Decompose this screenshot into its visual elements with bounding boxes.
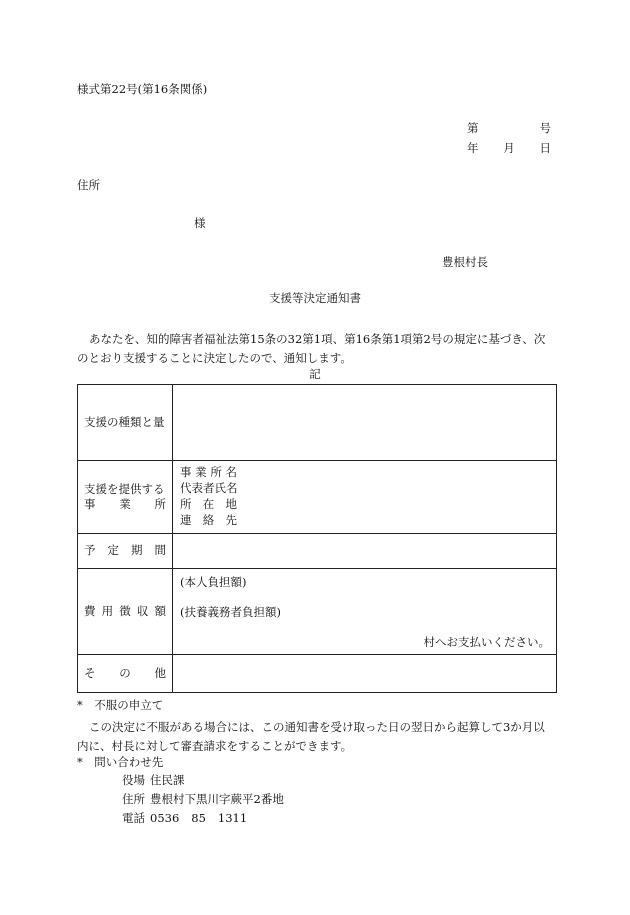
field-char: 地 <box>225 497 237 512</box>
table-row <box>78 655 557 693</box>
contact-phone-key: 電話 <box>122 811 145 825</box>
period-value-cell <box>173 534 557 569</box>
label-char: 定 <box>107 543 119 558</box>
date-year: 年 <box>467 141 479 155</box>
label-char: 用 <box>101 603 114 618</box>
fee-label-cell <box>78 569 173 655</box>
other-label-cell <box>78 655 173 693</box>
label-char: の <box>119 665 131 680</box>
objection-note-title: * 不服の申立て <box>77 698 164 712</box>
notice-body: あなたを、知的障害者福祉法第15条の32第1項、第16条第1項第2号の規定に基づき、次のとおり支援することに決定したので、通知します。 <box>77 332 546 365</box>
field-char: 先 <box>225 513 237 528</box>
provider-fields-cell <box>173 461 557 534</box>
label-char: 期 <box>131 543 143 558</box>
label-char: 間 <box>154 543 166 558</box>
contact-address <box>122 794 284 806</box>
support-type-label-cell <box>78 385 173 461</box>
number-prefix: 第 <box>467 121 479 135</box>
label-char: 徴 <box>119 603 131 618</box>
fee-self-burden: (本人負担額) <box>180 575 247 589</box>
phone-part: 85 <box>191 811 206 825</box>
field-char: 名 <box>226 481 238 496</box>
fee-details <box>173 569 556 654</box>
provider-field-office-name <box>180 465 237 481</box>
date-day: 日 <box>539 141 551 155</box>
recipient-address-label: 住所 <box>77 178 100 192</box>
support-type-value-cell <box>173 385 557 461</box>
field-char: 業 <box>195 465 207 480</box>
label-char: 収 <box>136 603 149 618</box>
other-value-cell <box>173 655 557 693</box>
provider-label <box>78 481 172 513</box>
field-char: 所 <box>180 497 192 512</box>
date-line <box>467 143 551 155</box>
period-label-cell <box>78 534 173 569</box>
form-number: 様式第22号(第16条関係) <box>77 82 208 96</box>
contact-address-value: 豊根村下黒川字蕨平2番地 <box>150 792 284 806</box>
period-label <box>78 545 166 557</box>
label-char: 所 <box>154 497 166 512</box>
provider-label-line2 <box>84 497 166 513</box>
field-char: 連 <box>180 513 192 528</box>
recipient-honorific: 様 <box>194 216 206 230</box>
contact-phone <box>122 813 259 825</box>
table-row <box>78 534 557 569</box>
other-label <box>78 665 166 680</box>
field-char: 在 <box>202 497 215 512</box>
field-char: 氏 <box>214 481 226 496</box>
contact-office-key: 役場 <box>122 773 145 787</box>
table-row <box>78 461 557 534</box>
field-char: 名 <box>225 465 237 480</box>
provider-field-contact <box>180 513 237 529</box>
label-char: 他 <box>154 665 166 680</box>
label-char: 額 <box>154 603 166 618</box>
field-char: 者 <box>203 481 215 496</box>
document-title: 支援等決定通知書 <box>269 291 361 305</box>
label-char: 費 <box>84 603 96 618</box>
contact-office <box>122 775 185 787</box>
fee-label <box>78 603 166 618</box>
field-char: 所 <box>210 465 222 480</box>
issuer-name: 豊根村長 <box>442 255 488 269</box>
support-type-label: 支援の種類と量 <box>84 414 165 429</box>
provider-field-representative <box>180 481 237 497</box>
provider-label-cell <box>78 461 173 534</box>
provider-field-list <box>173 465 556 529</box>
contact-note-title: * 問い合わせ先 <box>77 755 164 769</box>
decision-table <box>77 384 557 693</box>
table-row <box>78 385 557 461</box>
label-char: 業 <box>119 497 131 512</box>
number-suffix: 号 <box>539 121 551 135</box>
document-number-line <box>467 123 551 135</box>
contact-office-value: 住民課 <box>150 773 185 787</box>
provider-label-line1: 支援を提供する <box>84 482 165 496</box>
field-char: 事 <box>180 465 192 480</box>
fee-payment-note: 村へお支払いください。 <box>423 635 550 649</box>
contact-address-key: 住所 <box>122 792 145 806</box>
phone-part: 0536 <box>150 811 180 825</box>
label-char: 事 <box>84 497 96 512</box>
ki-marker: 記 <box>309 367 321 381</box>
provider-field-location <box>180 497 237 513</box>
date-month: 月 <box>503 141 515 155</box>
table-row <box>78 569 557 655</box>
label-char: そ <box>84 665 96 680</box>
objection-note-body: この決定に不服がある場合には、この通知書を受け取った日の翌日から起算して3か月以内に、村長に対して審査請求をすることができます。 <box>77 720 545 753</box>
field-char: 代 <box>180 481 192 496</box>
phone-part: 1311 <box>217 811 248 825</box>
fee-supporter-burden: (扶養義務者負担額) <box>180 605 281 619</box>
label-char: 予 <box>84 543 96 558</box>
field-char: 表 <box>191 481 203 496</box>
field-char: 絡 <box>202 513 215 528</box>
fee-value-cell <box>173 569 557 655</box>
